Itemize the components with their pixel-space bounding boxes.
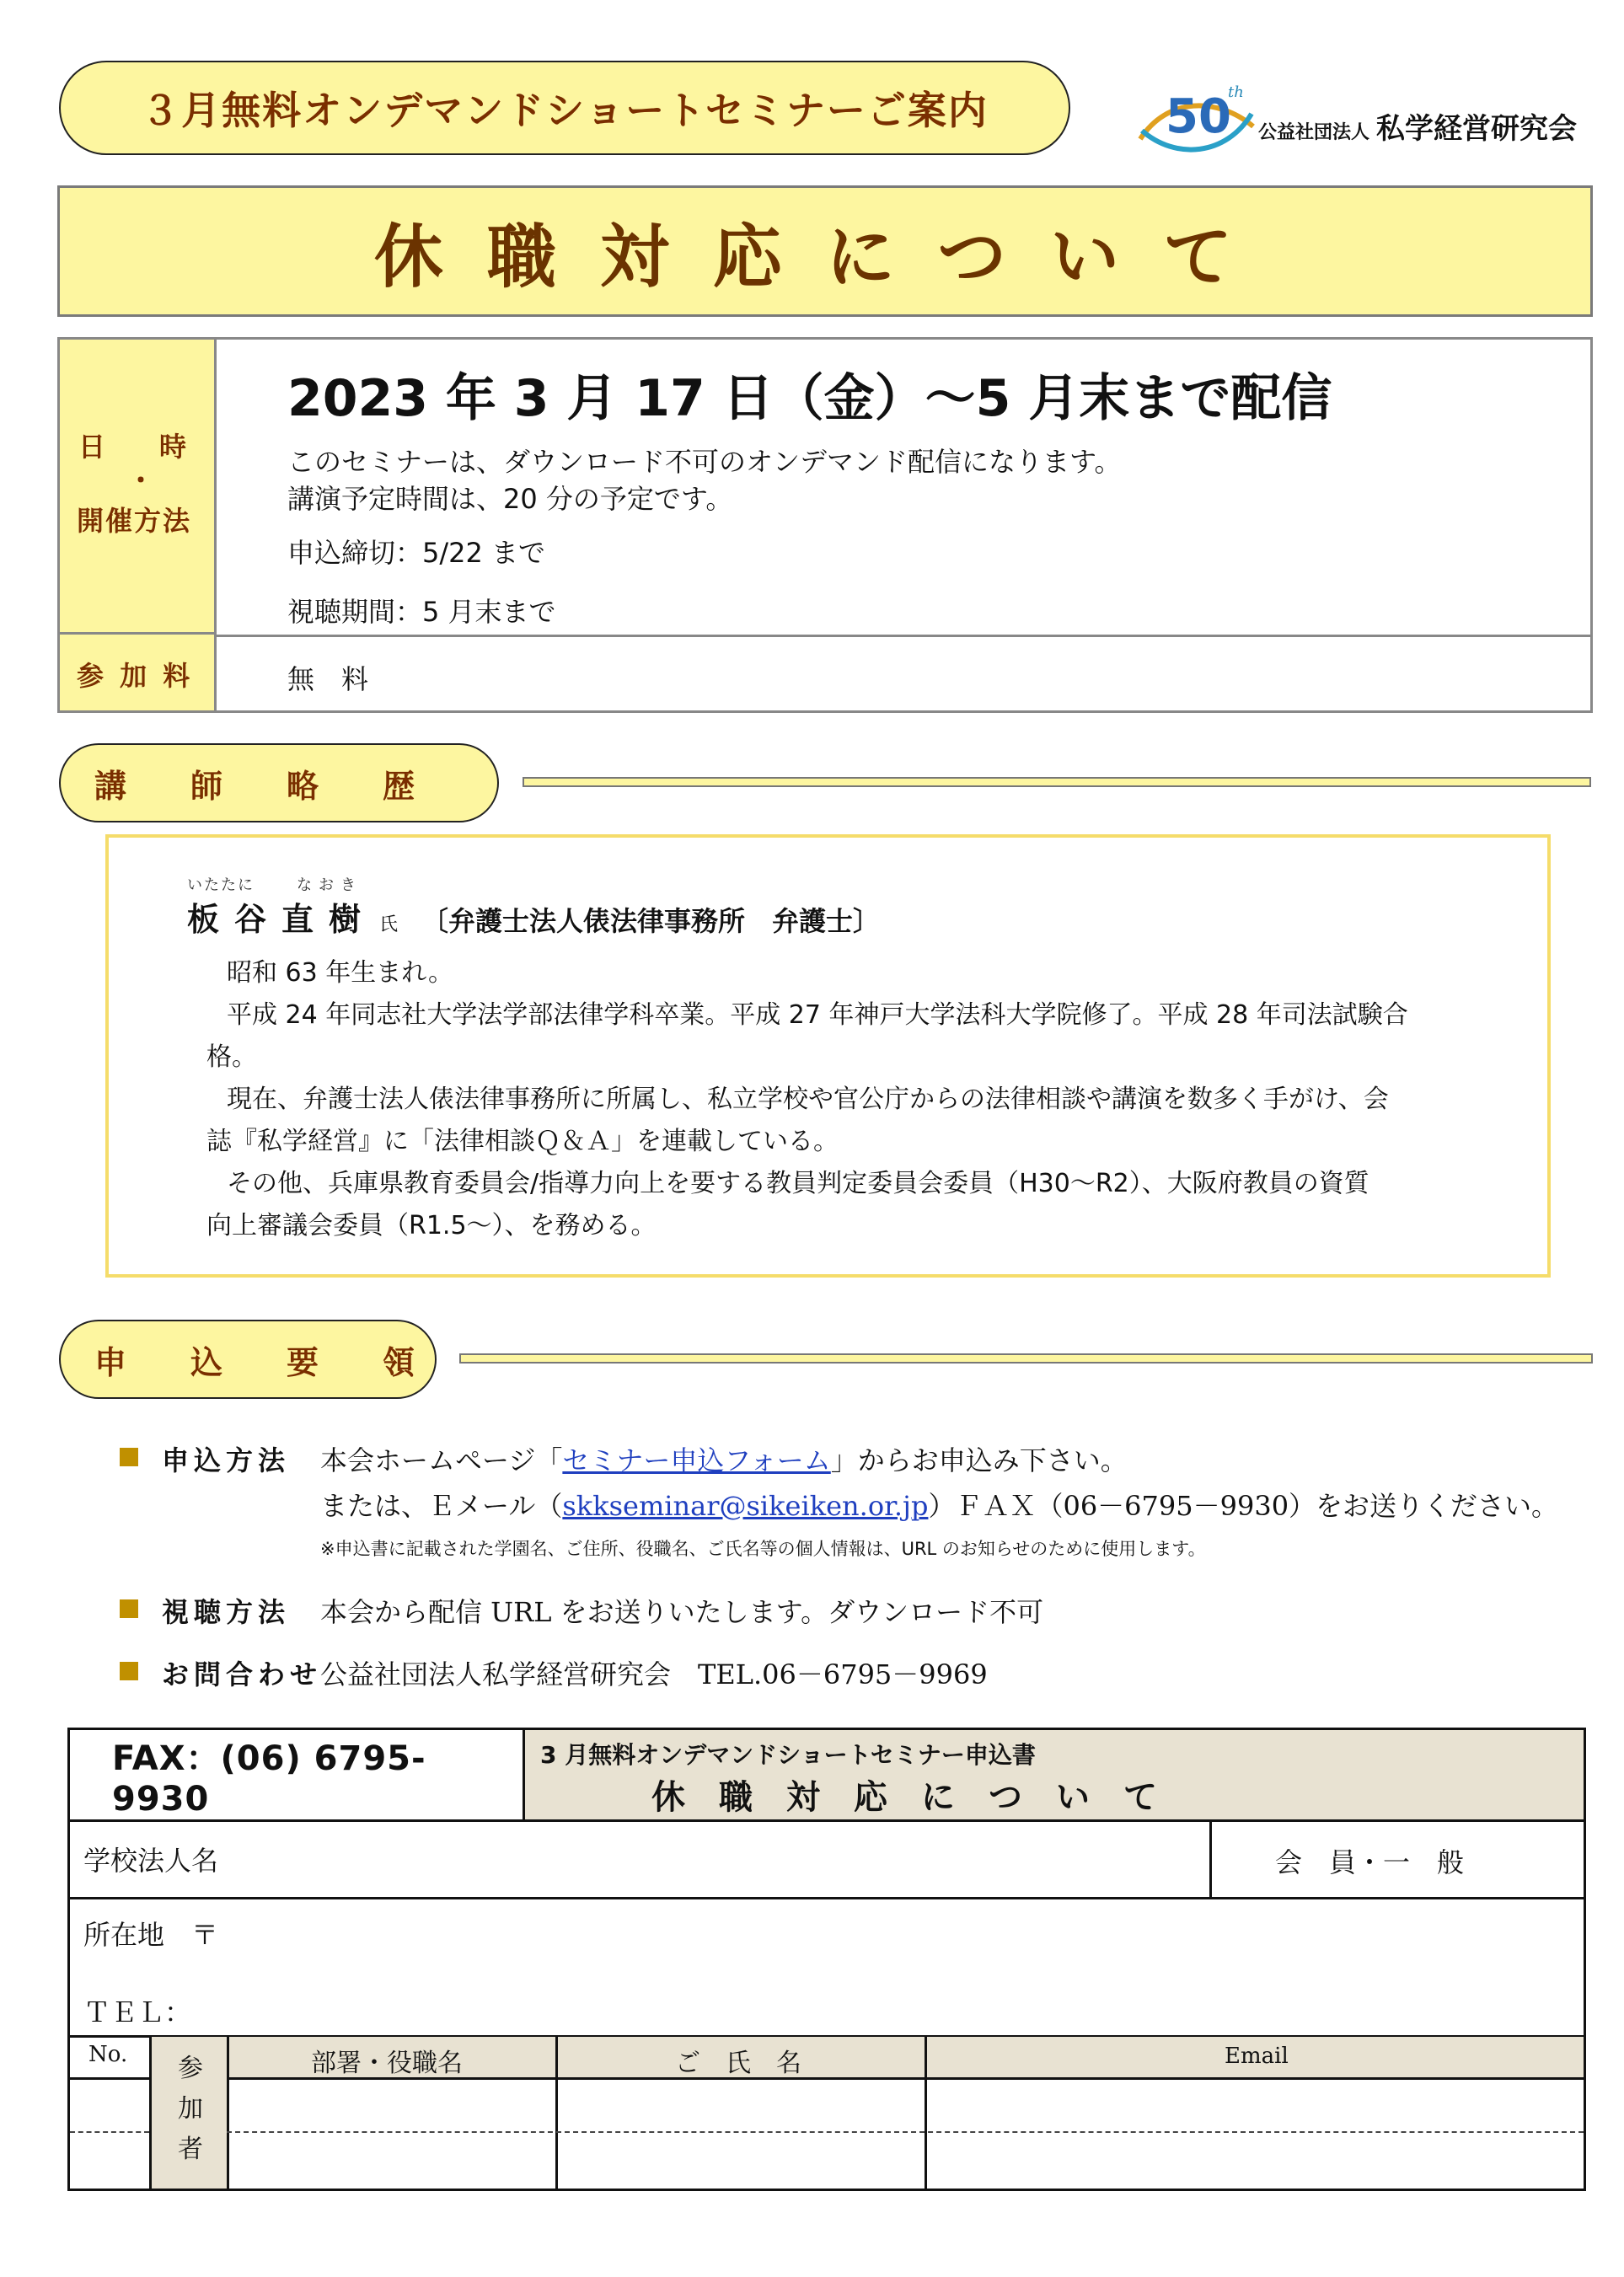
method-text-pre: 本会ホームページ「 xyxy=(320,1444,563,1476)
instructor-bio xyxy=(206,952,1521,1247)
bio-line: 格。 xyxy=(206,1042,257,1072)
duration-note: 講演予定時間は、20 分の予定です。 xyxy=(287,483,733,515)
bullet-square-icon xyxy=(120,1599,138,1618)
logo-org-type: 公益社団法人 xyxy=(1258,122,1370,143)
seminar-email-link[interactable]: skkseminar@sikeiken.or.jp xyxy=(562,1490,929,1522)
logo-org-name: 私学経営研究会 xyxy=(1376,112,1578,146)
instructor-honorific: 氏 xyxy=(379,914,399,935)
row-divider xyxy=(227,2131,1584,2133)
instructor-name-line xyxy=(187,893,880,940)
method-text-post: 」からお申込み下さい。 xyxy=(830,1444,1128,1476)
form-divider xyxy=(149,2035,152,2189)
anniversary-50th-logo-icon xyxy=(1134,80,1260,156)
viewing-period-text: 視聴期間：5 月末まで xyxy=(287,596,556,628)
header-banner xyxy=(59,61,1070,155)
method-heading: 申込方法 xyxy=(162,1444,291,1476)
fee-label-cell xyxy=(60,635,217,710)
application-form xyxy=(67,1728,1586,2191)
col-participant: 参加者 xyxy=(178,2054,203,2164)
participant-name-field[interactable] xyxy=(557,2134,923,2186)
datetime-label-cell xyxy=(60,340,217,635)
datetime-separator: ・ xyxy=(127,464,155,496)
instructor-section-label: 講 師 略 歴 xyxy=(94,767,415,805)
datetime-label: 日 時 xyxy=(78,431,187,463)
form-header xyxy=(525,1730,1584,1819)
fax-number: FAX：(06) 6795-9930 xyxy=(112,1739,426,1819)
section-rule xyxy=(523,777,1591,787)
info-divider xyxy=(217,635,1590,637)
bio-line: 現在、弁護士法人俵法律事務所に所属し、私立学校や官公庁からの法律相談や講演を数多く手がけ、会 xyxy=(227,1085,1389,1114)
participant-name-field[interactable] xyxy=(557,2080,923,2130)
participant-dept-field[interactable] xyxy=(228,2134,554,2186)
fee-label: 参 加 料 xyxy=(77,660,194,692)
privacy-note: ※申込書に記載された学園名、ご住所、役職名、ご氏名等の個人情報は、URL のお知らせのために使用します。 xyxy=(320,1539,1206,1559)
method-label: 開催方法 xyxy=(77,505,192,537)
fax-number-cell xyxy=(70,1730,525,1819)
application-section-header xyxy=(59,1320,437,1399)
seminar-form-link[interactable]: セミナー申込フォーム xyxy=(562,1444,831,1476)
bio-line: 平成 24 年同志社大学法学部法律学科卒業。平成 27 年神戸大学法科大学院修了。平成 28 年司法試験合 xyxy=(227,1000,1408,1030)
participant-email-field[interactable] xyxy=(926,2080,1582,2130)
instructor-name: 板谷直樹 xyxy=(187,901,377,938)
header-title: ３月無料オンデマンドショートセミナーご案内 xyxy=(141,88,989,133)
seminar-title: 休職対応について xyxy=(373,217,1277,297)
deadline-text: 申込締切：5/22 まで xyxy=(287,537,546,569)
member-type-selector[interactable]: 会 員・一 般 xyxy=(1275,1846,1465,1878)
address-field[interactable] xyxy=(264,1903,1562,1970)
bio-line: 昭和 63 年生まれ。 xyxy=(227,958,454,988)
ruby-given-name: なおき xyxy=(297,876,362,894)
form-subtitle: 3 月無料オンデマンドショートセミナー申込書 xyxy=(540,1741,1036,1769)
section-rule xyxy=(459,1353,1593,1364)
svg-text:th: th xyxy=(1228,83,1244,101)
bio-line: 向上審議会委員（R1.5～）、を務める。 xyxy=(206,1211,657,1240)
fax-text: ）ＦＡＸ（06－6795－9930）をお送りください。 xyxy=(928,1490,1559,1522)
col-dept: 部署・役職名 xyxy=(311,2049,463,2078)
method-line-2 xyxy=(320,1485,1558,1524)
email-text-pre: または、Ｅメール（ xyxy=(320,1490,563,1522)
tel-field[interactable] xyxy=(171,1981,1562,2032)
ruby-family-name: いたたに xyxy=(187,876,255,894)
delivery-note: このセミナーは、ダウンロード不可のオンデマンド配信になります。 xyxy=(287,446,1122,478)
tel-label: ＴＥＬ： xyxy=(83,1996,192,2028)
seminar-title-band xyxy=(57,185,1593,317)
form-divider xyxy=(70,1819,1584,1822)
fee-value: 無 料 xyxy=(287,663,369,695)
svg-text:50: 50 xyxy=(1166,89,1231,144)
viewing-heading: 視聴方法 xyxy=(162,1596,291,1628)
contact-heading: お問合わせ xyxy=(162,1658,323,1690)
organization-logo xyxy=(1134,80,1605,156)
event-date: 2023 年 3 月 17 日（金）～5 月末まで配信 xyxy=(287,369,1332,428)
application-section-label: 申 込 要 領 xyxy=(94,1343,415,1381)
participant-email-field[interactable] xyxy=(926,2134,1582,2186)
method-line-1 xyxy=(320,1439,1128,1478)
form-divider xyxy=(70,2077,149,2080)
school-name-label: 学校法人名 xyxy=(83,1845,219,1877)
address-label: 所在地 〒 xyxy=(83,1919,219,1951)
event-info-table xyxy=(57,337,1593,713)
bullet-square-icon xyxy=(120,1662,138,1680)
bullet-square-icon xyxy=(120,1448,138,1466)
instructor-affiliation: 〔弁護士法人俵法律事務所 弁護士〕 xyxy=(421,905,881,937)
col-email: Email xyxy=(1225,2044,1289,2069)
row-divider xyxy=(70,2131,149,2133)
form-divider xyxy=(1209,1819,1212,1899)
bio-line: その他、兵庫県教育委員会/指導力向上を要する教員判定委員会委員（H30～R2）、大阪府教員の資質 xyxy=(227,1169,1369,1198)
viewing-text: 本会から配信 URL をお送りいたします。ダウンロード不可 xyxy=(320,1596,1044,1628)
form-divider xyxy=(70,1897,1584,1899)
contact-text: 公益社団法人私学経営研究会 TEL.06－6795－9969 xyxy=(320,1658,988,1690)
col-name: ご 氏 名 xyxy=(675,2049,801,2078)
participant-dept-field[interactable] xyxy=(228,2080,554,2130)
instructor-section-header xyxy=(59,743,499,822)
col-no: No. xyxy=(88,2042,128,2067)
school-name-field[interactable] xyxy=(264,1824,1208,1892)
form-title: 休 職 対 応 に つ い て xyxy=(651,1778,1157,1817)
bio-line: 誌『私学経営』に「法律相談Ｑ＆Ａ」を連載している。 xyxy=(206,1127,839,1156)
